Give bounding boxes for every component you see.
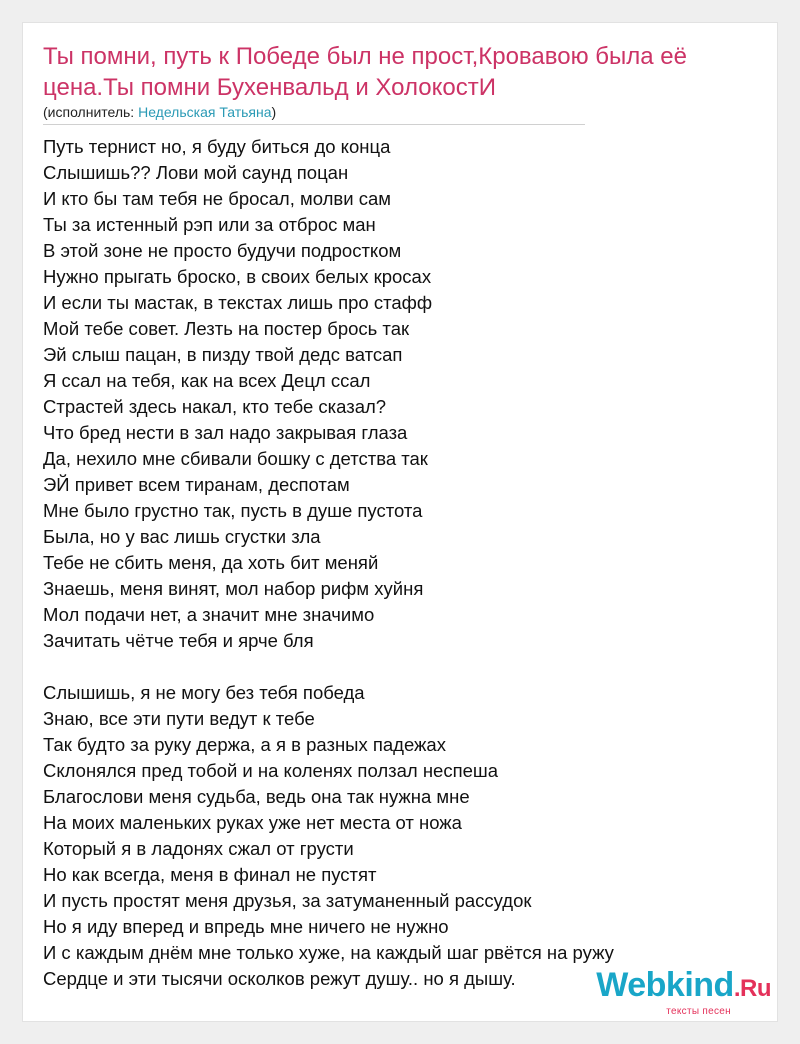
lyric-line: Но как всегда, меня в финал не пустят (43, 864, 377, 885)
lyric-line: И пусть простят меня друзья, за затуманенный рассудок (43, 890, 532, 911)
performer-line (43, 103, 276, 121)
lyric-line: На моих маленьких руках уже нет места от ножа (43, 812, 462, 833)
lyric-line: Слышишь?? Лови мой саунд поцан (43, 162, 349, 183)
lyric-line: Мол подачи нет, а значит мне значимо (43, 604, 375, 625)
lyric-line: Что бред нести в зал надо закрывая глаза (43, 422, 408, 443)
lyric-line: Была, но у вас лишь сгустки зла (43, 526, 321, 547)
logo-word: Webkind (596, 966, 734, 1004)
verse-1 (43, 134, 759, 654)
logo-tld: .Ru (733, 975, 771, 1002)
song-title: Ты помни, путь к Победе был не прост,Кровавою была её цена.Ты помни Бухенвальд и ХолокостИ (43, 43, 687, 101)
lyric-line: Страстей здесь накал, кто тебе сказал? (43, 396, 387, 417)
lyric-line: Я ссал на тебя, как на всех Децл ссал (43, 370, 371, 391)
lyrics-card (22, 22, 778, 1022)
lyric-line: Эй слыш пацан, в пизду твой дедс ватсап (43, 344, 403, 365)
site-logo[interactable] (596, 968, 771, 1017)
header-divider (43, 124, 585, 125)
lyric-line: И с каждым днём мне только хуже, на каждый шаг рвётся на ружу (43, 942, 614, 963)
lyric-line: В этой зоне не просто будучи подростком (43, 240, 402, 261)
lyric-line: Слышишь, я не могу без тебя победа (43, 682, 365, 703)
lyric-line: Который я в ладонях сжал от грусти (43, 838, 354, 859)
lyric-line: Сердце и эти тысячи осколков режут душу.. но я дышу. (43, 968, 516, 989)
lyric-line: И если ты мастак, в текстах лишь про стафф (43, 292, 433, 313)
performer-suffix: ) (271, 104, 277, 120)
lyric-line: Тебе не сбить меня, да хоть бит меняй (43, 552, 379, 573)
lyric-line: Мой тебе совет. Лезть на постер брось так (43, 318, 410, 339)
lyrics-body (43, 134, 759, 1018)
lyric-line: Да, нехило мне сбивали бошку с детства так (43, 448, 428, 469)
artist-link[interactable]: Недельская Татьяна (138, 104, 272, 120)
lyric-line: И кто бы там тебя не бросал, молви сам (43, 188, 391, 209)
verse-2 (43, 680, 759, 992)
lyric-line: Благослови меня судьба, ведь она так нужна мне (43, 786, 470, 807)
performer-prefix: (исполнитель: (43, 104, 139, 120)
lyric-line: Ты за истенный рэп или за отброс ман (43, 214, 376, 235)
logo-tagline: тексты песен (666, 1006, 731, 1017)
lyric-line: Зачитать чётче тебя и ярче бля (43, 630, 314, 651)
lyric-line: Знаешь, меня винят, мол набор рифм хуйня (43, 578, 424, 599)
lyric-line: Склонялся пред тобой и на коленях ползал неспеша (43, 760, 499, 781)
lyric-line: Знаю, все эти пути ведут к тебе (43, 708, 315, 729)
lyric-line: Нужно прыгать броско, в своих белых кросах (43, 266, 432, 287)
lyric-line: Мне было грустно так, пусть в душе пустота (43, 500, 423, 521)
lyric-line: ЭЙ привет всем тиранам, деспотам (43, 474, 350, 495)
lyric-line: Но я иду вперед и впредь мне ничего не нужно (43, 916, 449, 937)
lyric-line: Путь тернист но, я буду биться до конца (43, 136, 391, 157)
lyric-line: Так будто за руку держа, а я в разных падежах (43, 734, 446, 755)
